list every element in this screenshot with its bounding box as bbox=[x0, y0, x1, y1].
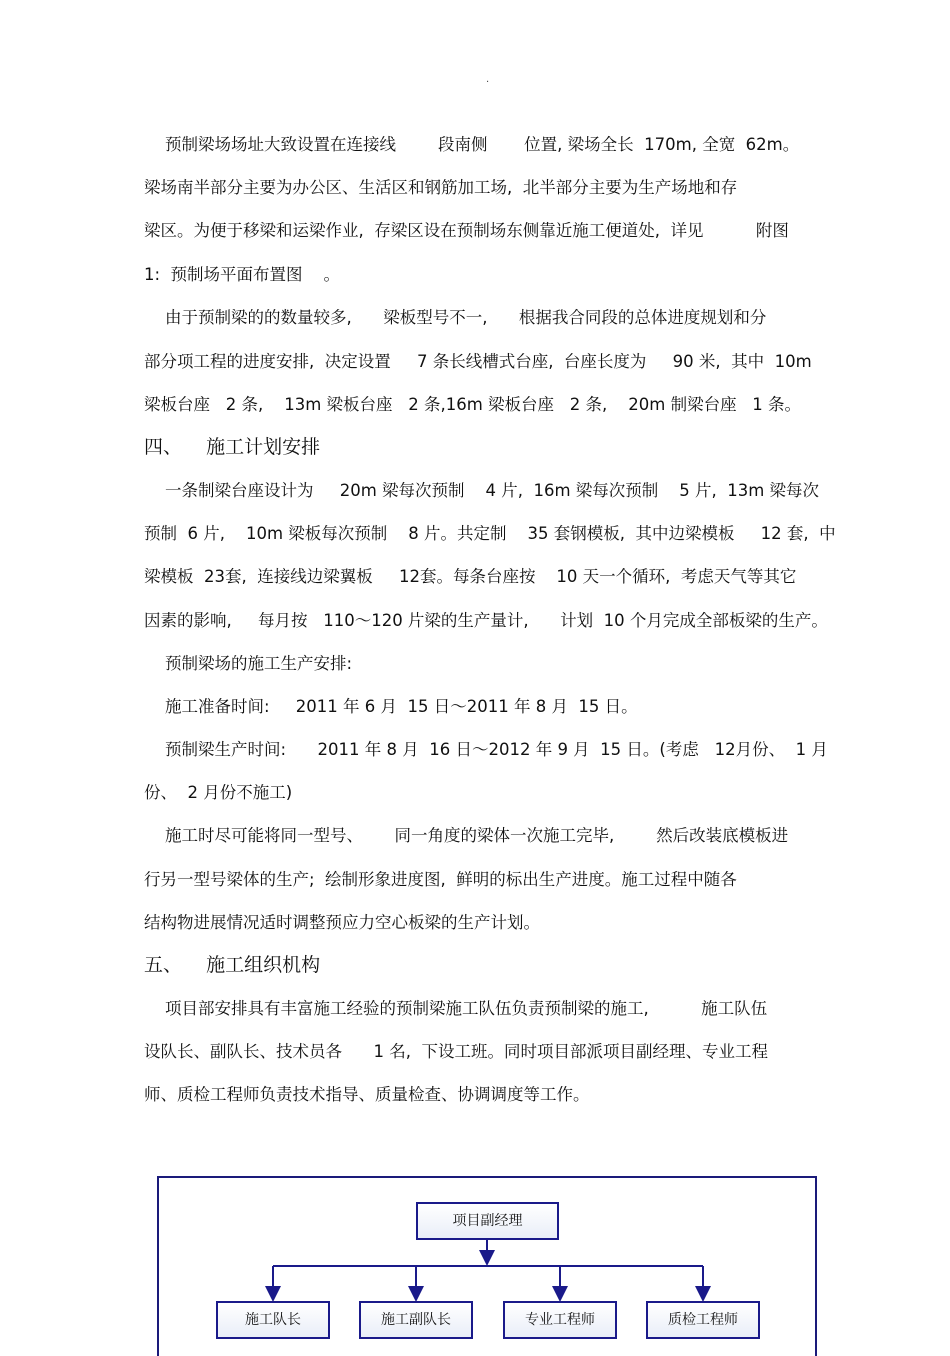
text-line: 师、质检工程师负责技术指导、质量检查、协调调度等工作。 bbox=[144, 1085, 590, 1104]
text-line: 行另一型号梁体的生产; 绘制形象进度图, 鲜明的标出生产进度。施工过程中随各 bbox=[144, 870, 737, 889]
org-box-qc-engineer: 质检工程师 bbox=[646, 1301, 760, 1339]
section-heading-5: 五、 施工组织机构 bbox=[144, 954, 321, 976]
text-line: 预制梁场场址大致设置在连接线 段南侧 位置, 梁场全长 170m, 全宽 62m。 bbox=[144, 135, 800, 154]
section-heading-4: 四、 施工计划安排 bbox=[144, 436, 321, 458]
org-box-specialist-engineer: 专业工程师 bbox=[503, 1301, 617, 1339]
text-line: 梁板台座 2 条, 13m 梁板台座 2 条,16m 梁板台座 2 条, 20m 制梁台座 1 条。 bbox=[144, 395, 802, 414]
text-line: 部分项工程的进度安排, 决定设置 7 条长线槽式台座, 台座长度为 90 米, 其中 10m bbox=[144, 352, 812, 371]
org-box-deputy-manager: 项目副经理 bbox=[416, 1202, 559, 1240]
org-box-team-leader: 施工队长 bbox=[216, 1301, 330, 1339]
text-line: 份、 2 月份不施工) bbox=[144, 783, 293, 802]
text-line: 一条制梁台座设计为 20m 梁每次预制 4 片, 16m 梁每次预制 5 片, 13m 梁每次 bbox=[144, 481, 820, 500]
text-line: 预制梁生产时间: 2011 年 8 月 16 日～2012 年 9 月 15 日。(考虑 12月份、 1 月 bbox=[144, 740, 828, 759]
text-line: 1: 预制场平面布置图 。 bbox=[144, 265, 341, 284]
text-line: 施工准备时间: 2011 年 6 月 15 日～2011 年 8 月 15 日。 bbox=[144, 697, 638, 716]
page-marker: . bbox=[486, 74, 490, 85]
text-line: 梁区。为便于移梁和运梁作业, 存梁区设在预制场东侧靠近施工便道处, 详见 附图 bbox=[144, 221, 789, 240]
text-line: 设队长、副队长、技术员各 1 名, 下设工班。同时项目部派项目副经理、专业工程 bbox=[144, 1042, 768, 1061]
text-line: 结构物进展情况适时调整预应力空心板梁的生产计划。 bbox=[144, 913, 540, 932]
text-line: 梁模板 23套, 连接线边梁翼板 12套。每条台座按 10 天一个循环, 考虑天气等其它 bbox=[144, 567, 797, 586]
text-line: 项目部安排具有丰富施工经验的预制梁施工队伍负责预制梁的施工, 施工队伍 bbox=[144, 999, 768, 1018]
text-line: 预制 6 片, 10m 梁板每次预制 8 片。共定制 35 套钢模板, 其中边梁模板 12 套, 中 bbox=[144, 524, 836, 543]
text-line: 由于预制梁的的数量较多, 梁板型号不一, 根据我合同段的总体进度规划和分 bbox=[144, 308, 767, 327]
text-line: 施工时尽可能将同一型号、 同一角度的梁体一次施工完毕, 然后改装底模板进 bbox=[144, 826, 789, 845]
org-box-deputy-team-leader: 施工副队长 bbox=[359, 1301, 473, 1339]
text-line: 预制梁场的施工生产安排: bbox=[144, 654, 353, 673]
text-line: 梁场南半部分主要为办公区、生活区和钢筋加工场, 北半部分主要为生产场地和存 bbox=[144, 178, 738, 197]
text-line: 因素的影响, 每月按 110～120 片梁的生产量计, 计划 10 个月完成全部板梁的生产。 bbox=[144, 611, 828, 630]
